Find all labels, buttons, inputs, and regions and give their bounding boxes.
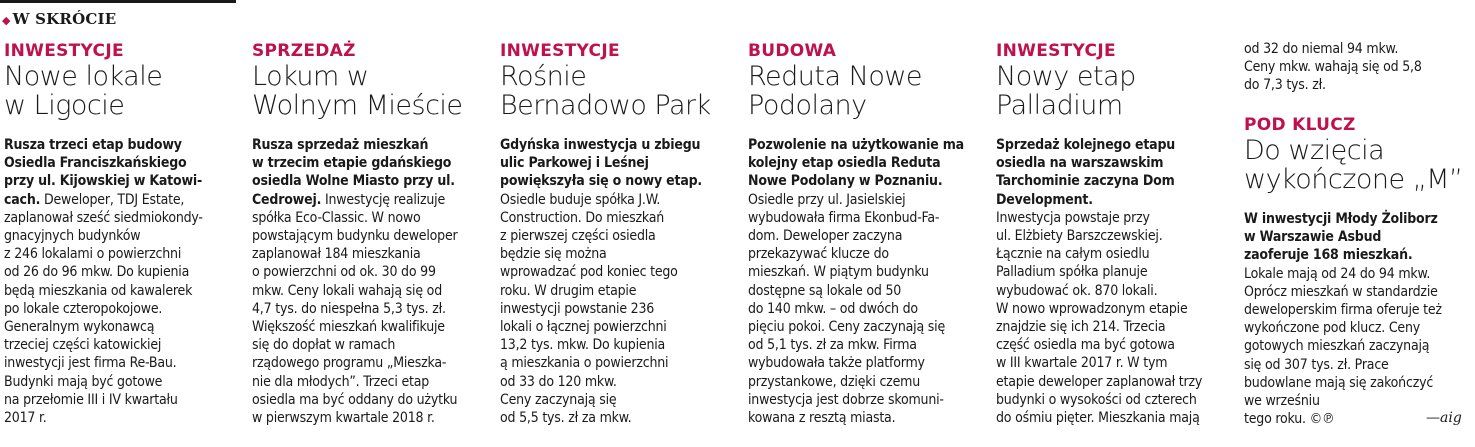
article-category: SPRZEDAŻ — [252, 41, 356, 61]
article-title: Rośnie Bernadowo Park — [500, 61, 711, 121]
article-text: Osiedle przy ul. Jasielskiej wybudowała firma Ekonbud-Fa- dom. Deweloper zaczyna przekazywać klucze do mieszkań. W piątym budynku dostępne są lokale od 50 do 140 mkw. – od dwóch do pięciu pokoi. Ceny zaczynają się od 5,1 tys. zł za mkw. Firma wybudowała także platformy przystankowe, dzięki czemu inwestycja jest dobrze skomuni- kowana z resztą miasta. — [748, 191, 945, 427]
article-body — [748, 136, 984, 427]
article-body — [500, 136, 736, 427]
article-lead: Rusza trzeci etap budowy Osiedla Franciszkańskiego przy ul. Kijowskiej w Katowi- cach. — [4, 137, 203, 208]
section-header-bar — [0, 0, 236, 31]
article-continuation: od 32 do niemal 94 mkw. Ceny mkw. wahają się od 5,8 do 7,3 tys. zł. — [1244, 41, 1422, 94]
article-lead: Gdyńska inwestycja u zbiegu ulic Parkowej i Leśnej powiększyła się o nowy etap. — [500, 137, 703, 190]
article-text: Osiedle buduje spółka J.W. Construction. Do mieszkań z pierwszej części osiedla będzie się można wprowadzać pod koniec tego roku. W drugim etapie inwestycji powstanie 236 lokali o łącznej powierzchni 13,2 tys. mkw. Do kupienia ą mieszkania o powierzchni od 33 do 120 mkw. Ceny zaczynają się od 5,5 tys. zł za mkw. — [500, 191, 678, 427]
article-category: INWESTYCJE — [996, 41, 1116, 61]
article-lead: W inwestycji Młody Żoliborz w Warszawie Asbud zaoferuje 168 mieszkań. — [1244, 211, 1438, 264]
article-palladium — [996, 40, 1232, 427]
article-text: Inwestycja powstaje przy ul. Elżbiety Barszczewskiej. Łącznie na całym osiedlu Palladium spółka planuje wybudować ok. 870 lokali. W nowo wprowadzonym etapie znajdzie się ich 214. Trzecia część osiedla ma być gotowa w III kwartale 2017 r. W tym etapie deweloper zaplanował trzy budynki o wysokości od czterech do ośmiu pięter. Mieszkania mają — [996, 209, 1203, 427]
author-signature: —aig — [1426, 410, 1462, 426]
article-text: Deweloper, TDJ Estate, zaplanował sześć siedmiokondy- gnacyjnych budynków z 246 lokalami o powierzchni od 26 do 96 mkw. Do kupienia będą mieszkania od kawalerek po lokale czteropokojowe. Generalnym wykonawcą trzeciej części katowickiej inwestycji jest firma Re-Bau. Budynki mają być gotowe na przełomie III i IV kwartału 2017 r. — [4, 191, 203, 427]
article-category: INWESTYCJE — [500, 41, 620, 61]
article-title: Reduta Nowe Podolany — [748, 61, 923, 121]
article-title: Nowy etap Palladium — [996, 61, 1136, 121]
article-lead: Sprzedaż kolejnego etapu osiedla na warszawskim Tarchominie zaczyna Dom Development. — [996, 137, 1176, 208]
article-reduta — [748, 40, 984, 427]
article-category: POD KLUCZ — [1244, 115, 1356, 135]
section-title: W SKRÓCIE — [12, 10, 117, 28]
article-text: Inwestycję realizuje spółka Eco-Classic. W nowo powstającym budynku deweloper zaplanował 184 mieszkania o powierzchni od ok. 30 do 99 mkw. Ceny lokali wahają się od 4,7 tys. do niespełna 5,3 tys. zł. Większość mieszkań kwalifikuje się do dopłat w ramach rządowego programu „Mieszka- nie dla młodych”. Trzeci etap osiedla ma być oddany do użytku w pierwszym kwartale 2018 r. — [252, 191, 458, 427]
article-body — [4, 136, 240, 427]
article-nowe-lokale — [4, 40, 240, 427]
article-body — [1244, 210, 1474, 428]
article-title: Do wzięcia wykończone „M” — [1244, 135, 1463, 195]
article-body — [252, 136, 488, 427]
diamond-icon: ◆ — [2, 14, 11, 27]
article-title: Nowe lokale w Ligocie — [4, 61, 163, 121]
article-text: Lokale mają od 24 do 94 mkw. Oprócz mieszkań w standardzie deweloperskim firma oferuje też wykończone pod klucz. Ceny gotowych mieszkań zaczynają się od 307 tys. zł. Prace budowlane mają się zakończyć we wrześniu tego roku. ©℗ — [1244, 265, 1442, 428]
article-lead: Pozwolenie na użytkowanie ma kolejny etap osiedla Reduta Nowe Podolany w Poznaniu. — [748, 137, 964, 190]
article-body — [996, 136, 1232, 427]
section-label — [2, 10, 116, 28]
article-bernadowo — [500, 40, 736, 427]
article-title: Lokum w Wolnym Mieście — [252, 61, 463, 121]
article-category: BUDOWA — [748, 41, 837, 61]
article-lokum — [252, 40, 488, 427]
article-category: INWESTYCJE — [4, 41, 124, 61]
article-lead: Rusza sprzedaż mieszkań w trzecim etapie gdańskiego osiedla Wolne Miasto przy ul. Cedrowej. — [252, 137, 455, 208]
article-pod-klucz — [1244, 114, 1474, 428]
